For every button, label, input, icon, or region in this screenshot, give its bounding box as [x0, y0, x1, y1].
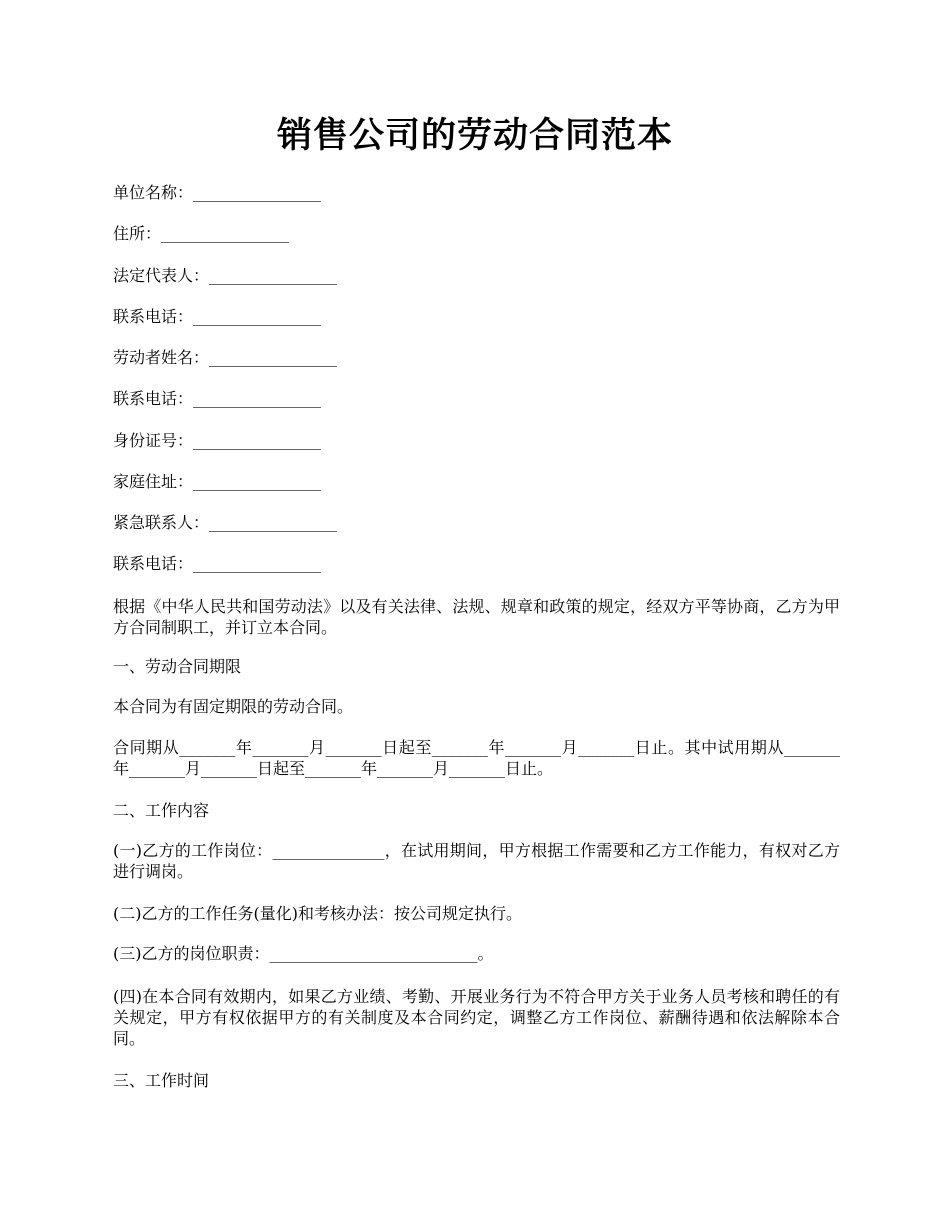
section-2-paragraph-3: (三)乙方的岗位职责：__________________________。: [113, 944, 494, 963]
field-home-address: 家庭住址：________________: [113, 472, 322, 491]
section-2-paragraph-1: (一)乙方的工作岗位：______________，在试用期间，甲方根据工作需要和乙方工作能力，有权对乙方进行调岗。: [113, 841, 840, 881]
section-1-paragraph-2: 合同期从_______年_______月_______日起至_______年_______月_______日止。其中试用期从_______年_______月_______日起至_______年_______月_______日止。: [113, 738, 840, 778]
field-id-number: 身份证号：________________: [113, 431, 322, 450]
field-worker-phone: 联系电话：________________: [113, 389, 322, 408]
section-2-heading: 二、工作内容: [113, 801, 210, 820]
field-emergency-contact: 紧急联系人：________________: [113, 513, 338, 532]
section-1-paragraph-1: 本合同为有固定期限的劳动合同。: [113, 697, 354, 716]
document-title: 销售公司的劳动合同范本: [276, 116, 673, 156]
field-legal-representative: 法定代表人：________________: [113, 266, 338, 285]
field-address: 住所：________________: [113, 224, 290, 243]
section-1-heading: 一、劳动合同期限: [113, 657, 242, 676]
section-2-paragraph-2: (二)乙方的工作任务(量化)和考核办法：按公司规定执行。: [113, 904, 522, 923]
section-2-paragraph-4: (四)在本合同有效期内，如果乙方业绩、考勤、开展业务行为不符合甲方关于业务人员考核和聘任的有关规定，甲方有权依据甲方的有关制度及本合同约定，调整乙方工作岗位、薪酬待遇和依法解除本合同。: [113, 987, 840, 1048]
intro-paragraph: 根据《中华人民共和国劳动法》以及有关法律、法规、规章和政策的规定，经双方平等协商，乙方为甲方合同制职工，并订立本合同。: [113, 597, 840, 637]
field-emergency-phone: 联系电话：________________: [113, 554, 322, 573]
field-worker-name: 劳动者姓名：________________: [113, 348, 338, 367]
field-company-phone: 联系电话：________________: [113, 307, 322, 326]
field-company-name: 单位名称：________________: [113, 183, 322, 202]
section-3-heading: 三、工作时间: [113, 1071, 210, 1090]
